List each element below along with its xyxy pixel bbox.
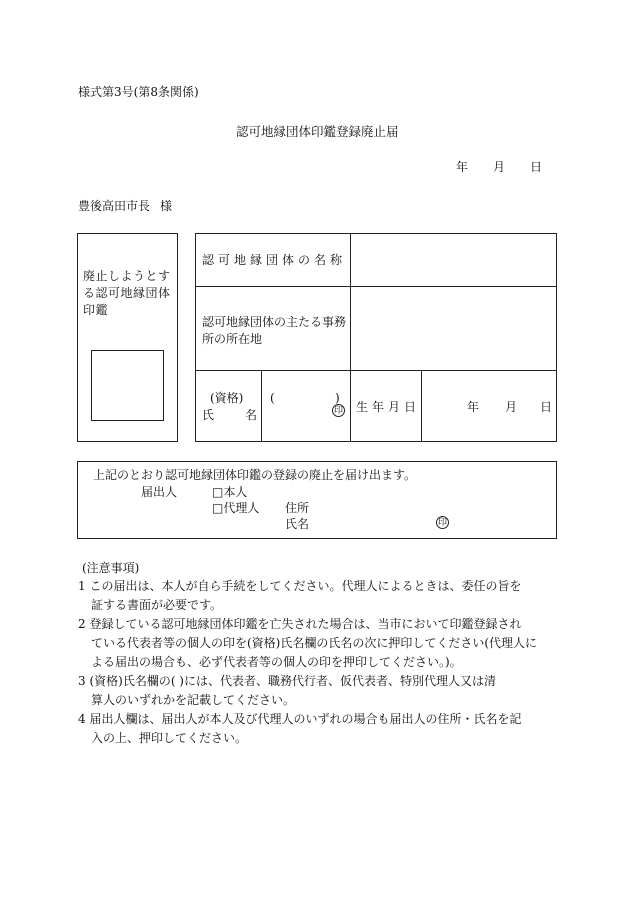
- applicant-address-label: 住所: [285, 501, 310, 515]
- note-item: [78, 672, 558, 710]
- applicant-label: 届出人: [141, 485, 178, 499]
- note-item-line: 4 届出人欄は、届出人が本人及び代理人のいずれの場合も届出人の住所・氏名を記: [78, 712, 522, 726]
- note-item-line: 3 (資格)氏名欄の( )には、代表者、職務代行者、仮代表者、特別代理人又は清: [78, 674, 496, 688]
- office-address-label: 認可地縁団体の主たる事務所の所在地: [202, 315, 347, 346]
- table-divider: [350, 233, 351, 442]
- table-divider: [261, 370, 262, 442]
- group-name-field[interactable]: [352, 235, 555, 285]
- note-item-line: 入の上、押印してください。: [91, 731, 248, 745]
- applicant-name-label: 氏名: [285, 517, 310, 531]
- declaration-statement: 上記のとおり認可地縁団体印鑑の登録の廃止を届け出ます。: [93, 468, 417, 482]
- seal-box-label: 廃止しようとする認可地縁団体印鑑: [83, 269, 171, 317]
- note-item: [78, 710, 558, 748]
- note-item: [78, 615, 558, 672]
- qualification-label: (資格): [210, 391, 244, 405]
- date-day: 日: [530, 160, 543, 174]
- document-title: 認可地縁団体印鑑登録廃止届: [236, 124, 399, 139]
- seal-mark-icon: 印: [437, 518, 447, 528]
- table-divider: [195, 286, 557, 287]
- note-item-line: 1 この届出は、本人が自ら手続をしてください。代理人によるときは、委任の旨を: [78, 579, 522, 593]
- applicant-name-field[interactable]: [313, 516, 431, 532]
- notes-heading: (注意事項): [82, 561, 140, 575]
- addressee: 豊後高田市長: [78, 199, 151, 213]
- table-divider: [421, 370, 422, 442]
- note-item-line: ている代表者等の個人の印を(資格)氏名欄の氏名の次に押印してください(代理人に: [91, 636, 538, 650]
- applicant-address-field[interactable]: [313, 500, 513, 516]
- birth-day: 日: [540, 400, 553, 414]
- date-month: 月: [493, 160, 506, 174]
- date-year: 年: [456, 160, 469, 174]
- birth-month: 月: [505, 400, 518, 414]
- qualification-field[interactable]: [276, 388, 332, 406]
- note-item-line: 証する書面が必要です。: [91, 598, 223, 612]
- option-agent-checkbox[interactable]: □代理人: [212, 501, 260, 515]
- birth-year: 年: [467, 400, 480, 414]
- note-item-line: よる届出の場合も、必ず代表者等の個人の印を押印してください。)。: [91, 655, 462, 669]
- shimei-label-2: 名: [245, 408, 258, 422]
- birth-date-label: 生年月日: [356, 400, 421, 414]
- shimei-label-1: 氏: [202, 408, 215, 422]
- group-name-label: 認可地縁団体の名称: [202, 253, 347, 267]
- seal-registration-box: [77, 233, 178, 442]
- table-divider: [195, 370, 557, 371]
- option-self-checkbox[interactable]: □本人: [212, 485, 248, 499]
- note-item: [78, 577, 558, 615]
- honorific: 様: [160, 199, 173, 213]
- seal-impression-area[interactable]: [91, 350, 164, 421]
- qualification-paren-open: (: [270, 391, 275, 405]
- representative-name-field[interactable]: [265, 408, 329, 426]
- birth-date-field[interactable]: [423, 372, 555, 440]
- note-item-line: 算人のいずれかを記載してください。: [91, 693, 296, 707]
- office-address-field[interactable]: [352, 288, 555, 368]
- qualification-paren-close: ): [335, 391, 340, 405]
- seal-mark-icon: 印: [333, 406, 343, 416]
- note-item-line: 2 登録している認可地縁団体印鑑を亡失された場合は、当市において印鑑登録され: [78, 617, 522, 631]
- form-number: 様式第3号(第8条関係): [78, 85, 199, 99]
